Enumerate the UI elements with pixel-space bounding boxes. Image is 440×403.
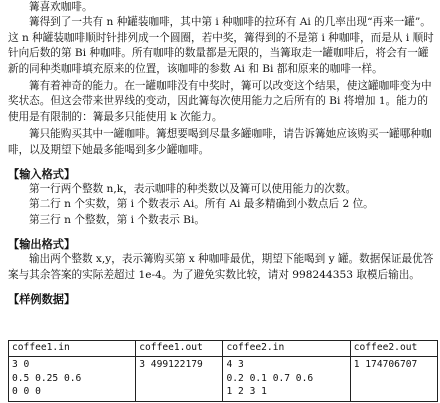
table-row [9,357,438,402]
table-cell: 3 0 0.5 0.25 0.6 0 0 0 [9,357,136,402]
output-format-heading: 【输出格式】 [8,237,76,252]
input-format-line: 第三行 n 个整数，第 i 个数表示 Bi。 [29,213,205,226]
input-format-line: 第二行 n 个实数，第 i 个数表示 Ai。所有 Ai 最多精确到小数点后 2 位。 [29,198,374,211]
table-header-cell: coffee1.out [136,341,223,357]
intro-paragraph-2: 篝得到了一共有 n 种罐装咖啡，其中第 i 种咖啡的拉环有 Ai 的几率出现“再来一罐”。这 n 种罐装咖啡顺时针排列成一个圆圈，若中奖，篝得到的不是第 i 种咖啡，而是从 i 顺时针向后数的第 Bi 种咖啡。所有咖啡的数量都是无限的，当篝取走一罐咖啡后，将会有一罐新的同种类咖啡填充原来的位置，该咖啡的参数 Ai 和 Bi 都和原来的咖啡一样。 [8,16,434,75]
output-format-section [8,236,434,283]
problem-statement [8,0,434,307]
input-format-heading: 【输入格式】 [8,167,76,182]
input-format-line: 第一行两个整数 n,k，表示咖啡的种类数以及篝可以使用能力的次数。 [29,183,357,196]
table-header-cell: coffee2.in [223,341,350,357]
table-header-cell: coffee1.in [9,341,136,357]
table-header-row [9,341,438,357]
output-format-text: 输出两个整数 x,y，表示篝购买第 x 种咖啡最优，期望下能喝到 y 罐。数据保证最优答案与其余答案的实际差超过 1e-4。为了避免实数比较，请对 998244353 取模后输出。 [8,253,434,281]
table-cell: 1 174706707 [350,357,437,402]
table-header-cell: coffee2.out [350,341,437,357]
sample-data-table [8,340,438,402]
intro-paragraph-1: 篝喜欢咖啡。 [29,1,93,13]
intro-paragraph-3: 篝有着神奇的能力。在一罐咖啡没有中奖时，篝可以改变这个结果，使这罐咖啡变为中奖状态。但这会带来世界线的变动，因此篝每次使用能力之后所有的 Bi 将增加 1。能力的使用是有限制的：篝最多只能使用 k 次能力。 [8,80,432,123]
samples-heading: 【样例数据】 [8,292,76,307]
samples-section [8,291,434,307]
table-cell: 3 499122179 [136,357,223,402]
table-cell: 4 3 0.2 0.1 0.7 0.6 1 2 3 1 [223,357,350,402]
intro-paragraph-4: 篝只能购买其中一罐咖啡。篝想要喝到尽量多罐咖啡，请告诉篝她应该购买一罐哪种咖啡，以及期望下她最多能喝到多少罐咖啡。 [8,128,432,156]
input-format-section [8,166,434,228]
